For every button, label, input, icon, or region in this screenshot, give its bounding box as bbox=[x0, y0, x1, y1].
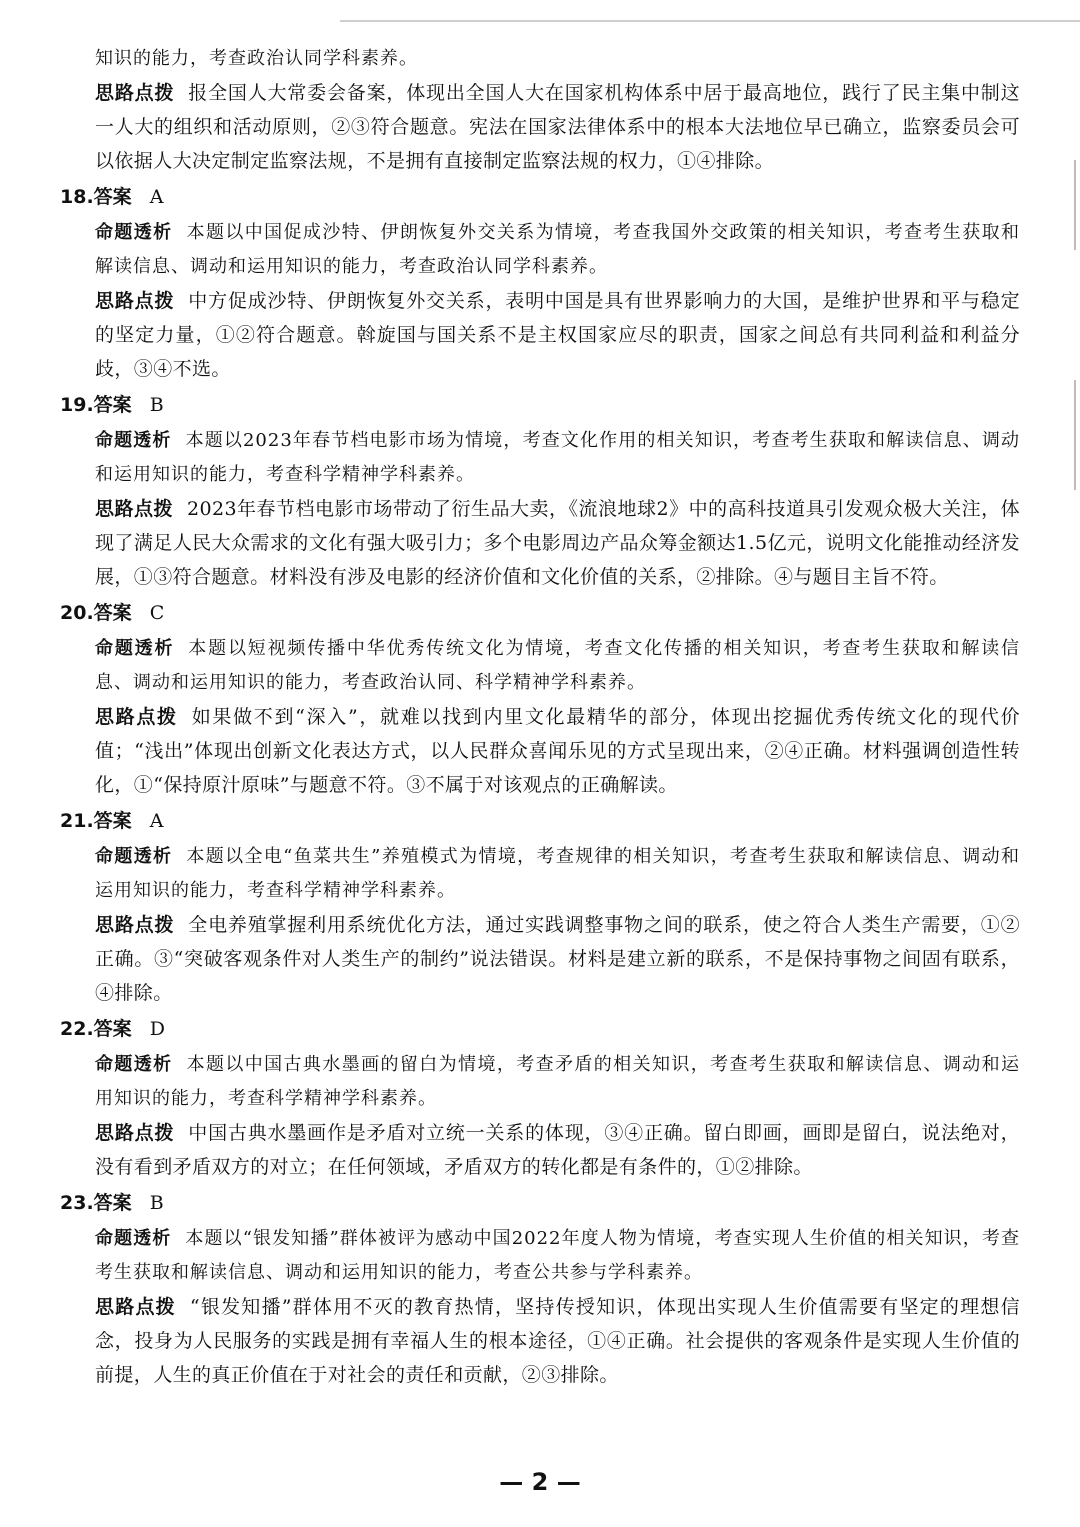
question-number: 20. bbox=[60, 602, 94, 624]
analysis-text: 报全国人大常委会备案，体现出全国人大在国家机构体系中居于最高地位，践行了民主集中制这一人大的组织和活动原则，②③符合题意。宪法在国家法律体系中的根本大法地位早已确立，监察委员会可以依据人大决定制定监察法规，不是拥有直接制定监察法规的权力，①④排除。 bbox=[95, 82, 1020, 172]
question-23 bbox=[60, 1186, 1020, 1392]
question-22 bbox=[60, 1012, 1020, 1184]
question-intro bbox=[60, 424, 1020, 492]
question-18 bbox=[60, 180, 1020, 386]
answer-label: 答案 bbox=[93, 1192, 132, 1214]
analysis-text: 中方促成沙特、伊朗恢复外交关系，表明中国是具有世界影响力的大国，是维护世界和平与稳定的坚定力量，①②符合题意。斡旋国与国关系不是主权国家应尽的职责，国家之间总有共同利益和利益分歧，③④不选。 bbox=[95, 290, 1020, 380]
analysis-text: 如果做不到“深入”，就难以找到内里文化最精华的部分，体现出挖掘优秀传统文化的现代价值；“浅出”体现出创新文化表达方式，以人民群众喜闻乐见的方式呈现出来，②④正确。材料强调创造性转化，①“保持原汁原味”与题意不符。③不属于对该观点的正确解读。 bbox=[95, 706, 1020, 796]
question-header bbox=[60, 388, 1020, 422]
question-header bbox=[60, 180, 1020, 214]
intro-label: 命题透析 bbox=[95, 430, 172, 451]
intro-text: 本题以中国古典水墨画的留白为情境，考查矛盾的相关知识，考查考生获取和解读信息、调动和运用知识的能力，考查科学精神学科素养。 bbox=[95, 1054, 1021, 1109]
question-intro bbox=[60, 216, 1020, 284]
question-analysis bbox=[60, 908, 1020, 1010]
question-number: 23. bbox=[60, 1192, 94, 1214]
answer-value: A bbox=[149, 186, 164, 208]
intro-text: 本题以“银发知播”群体被评为感动中国2022年度人物为情境，考查实现人生价值的相关知识，考查考生获取和解读信息、调动和运用知识的能力，考查公共参与学科素养。 bbox=[95, 1228, 1020, 1283]
question-20 bbox=[60, 596, 1020, 802]
answer-label: 答案 bbox=[93, 602, 132, 624]
intro-text: 本题以2023年春节档电影市场为情境，考查文化作用的相关知识，考查考生获取和解读信息、调动和运用知识的能力，考查科学精神学科素养。 bbox=[95, 430, 1021, 485]
intro-label: 命题透析 bbox=[95, 222, 173, 243]
document-page bbox=[60, 42, 1020, 1392]
intro-text: 本题以短视频传播中华优秀传统文化为情境，考查文化传播的相关知识，考查考生获取和解读信息、调动和运用知识的能力，考查政治认同、科学精神学科素养。 bbox=[95, 638, 1021, 693]
answer-value: A bbox=[149, 810, 164, 832]
question-21 bbox=[60, 804, 1020, 1010]
question-analysis bbox=[60, 284, 1020, 386]
edge-scan-mark bbox=[1074, 380, 1076, 490]
analysis-label: 思路点拨 bbox=[95, 1122, 175, 1144]
question-intro bbox=[60, 1048, 1020, 1116]
intro-label: 命题透析 bbox=[95, 846, 173, 867]
analysis-text: 2023年春节档电影市场带动了衍生品大卖，《流浪地球2》中的高科技道具引发观众极大关注，体现了满足人民大众需求的文化有强大吸引力；多个电影周边产品众筹金额达1.5亿元，说明文化能推动经济发展，①③符合题意。材料没有涉及电影的经济价值和文化价值的关系，②排除。④与题目主旨不符。 bbox=[95, 498, 1020, 588]
question-header bbox=[60, 596, 1020, 630]
page-number: — 2 — bbox=[499, 1468, 581, 1496]
analysis-label: 思路点拨 bbox=[95, 498, 173, 520]
question-header bbox=[60, 1186, 1020, 1220]
question-header bbox=[60, 804, 1020, 838]
question-19 bbox=[60, 388, 1020, 594]
intro-label: 命题透析 bbox=[95, 1228, 172, 1249]
analysis-label: 思路点拨 bbox=[95, 706, 178, 728]
question-analysis bbox=[60, 700, 1020, 802]
analysis-label: 思路点拨 bbox=[95, 290, 175, 312]
analysis-label: 思路点拨 bbox=[95, 1296, 176, 1318]
question-analysis bbox=[60, 1290, 1020, 1392]
answer-value: B bbox=[149, 394, 164, 416]
intro-text: 本题以中国促成沙特、伊朗恢复外交关系为情境，考查我国外交政策的相关知识，考查考生获取和解读信息、调动和运用知识的能力，考查政治认同学科素养。 bbox=[95, 222, 1021, 277]
question-intro bbox=[60, 840, 1020, 908]
question-number: 22. bbox=[60, 1018, 94, 1040]
analysis-continuation bbox=[60, 76, 1020, 178]
question-intro bbox=[60, 1222, 1020, 1290]
question-number: 18. bbox=[60, 186, 94, 208]
question-analysis bbox=[60, 1116, 1020, 1184]
question-header bbox=[60, 1012, 1020, 1046]
question-analysis bbox=[60, 492, 1020, 594]
answer-label: 答案 bbox=[93, 186, 132, 208]
analysis-text: 全电养殖掌握利用系统优化方法，通过实践调整事物之间的联系，使之符合人类生产需要，①②正确。③“突破客观条件对人类生产的制约”说法错误。材料是建立新的联系，不是保持事物之间固有联系，④排除。 bbox=[95, 914, 1020, 1004]
answer-value: B bbox=[149, 1192, 164, 1214]
analysis-text: 中国古典水墨画作是矛盾对立统一关系的体现，③④正确。留白即画，画即是留白，说法绝对，没有看到矛盾双方的对立；在任何领域，矛盾双方的转化都是有条件的，①②排除。 bbox=[95, 1122, 1020, 1178]
intro-text: 本题以全电“鱼菜共生”养殖模式为情境，考查规律的相关知识，考查考生获取和解读信息、调动和运用知识的能力，考查科学精神学科素养。 bbox=[95, 846, 1021, 901]
answer-value: D bbox=[149, 1018, 165, 1040]
question-intro bbox=[60, 632, 1020, 700]
answer-value: C bbox=[149, 602, 165, 624]
top-scan-rule bbox=[340, 20, 1080, 22]
intro-label: 命题透析 bbox=[95, 1054, 173, 1075]
analysis-text: “银发知播”群体用不灭的教育热情，坚持传授知识，体现出实现人生价值需要有坚定的理想信念，投身为人民服务的实践是拥有幸福人生的根本途径，①④正确。社会提供的客观条件是实现人生价值的前提，人生的真正价值在于对社会的责任和贡献，②③排除。 bbox=[95, 1296, 1020, 1386]
question-number: 19. bbox=[60, 394, 94, 416]
question-number: 21. bbox=[60, 810, 94, 832]
intro-label: 命题透析 bbox=[95, 638, 175, 659]
answer-label: 答案 bbox=[93, 394, 132, 416]
analysis-label: 思路点拨 bbox=[95, 82, 175, 104]
answer-label: 答案 bbox=[93, 810, 132, 832]
edge-scan-mark bbox=[1074, 160, 1076, 250]
analysis-label: 思路点拨 bbox=[95, 914, 175, 936]
intro-continuation: 知识的能力，考查政治认同学科素养。 bbox=[95, 48, 418, 69]
answer-label: 答案 bbox=[93, 1018, 132, 1040]
